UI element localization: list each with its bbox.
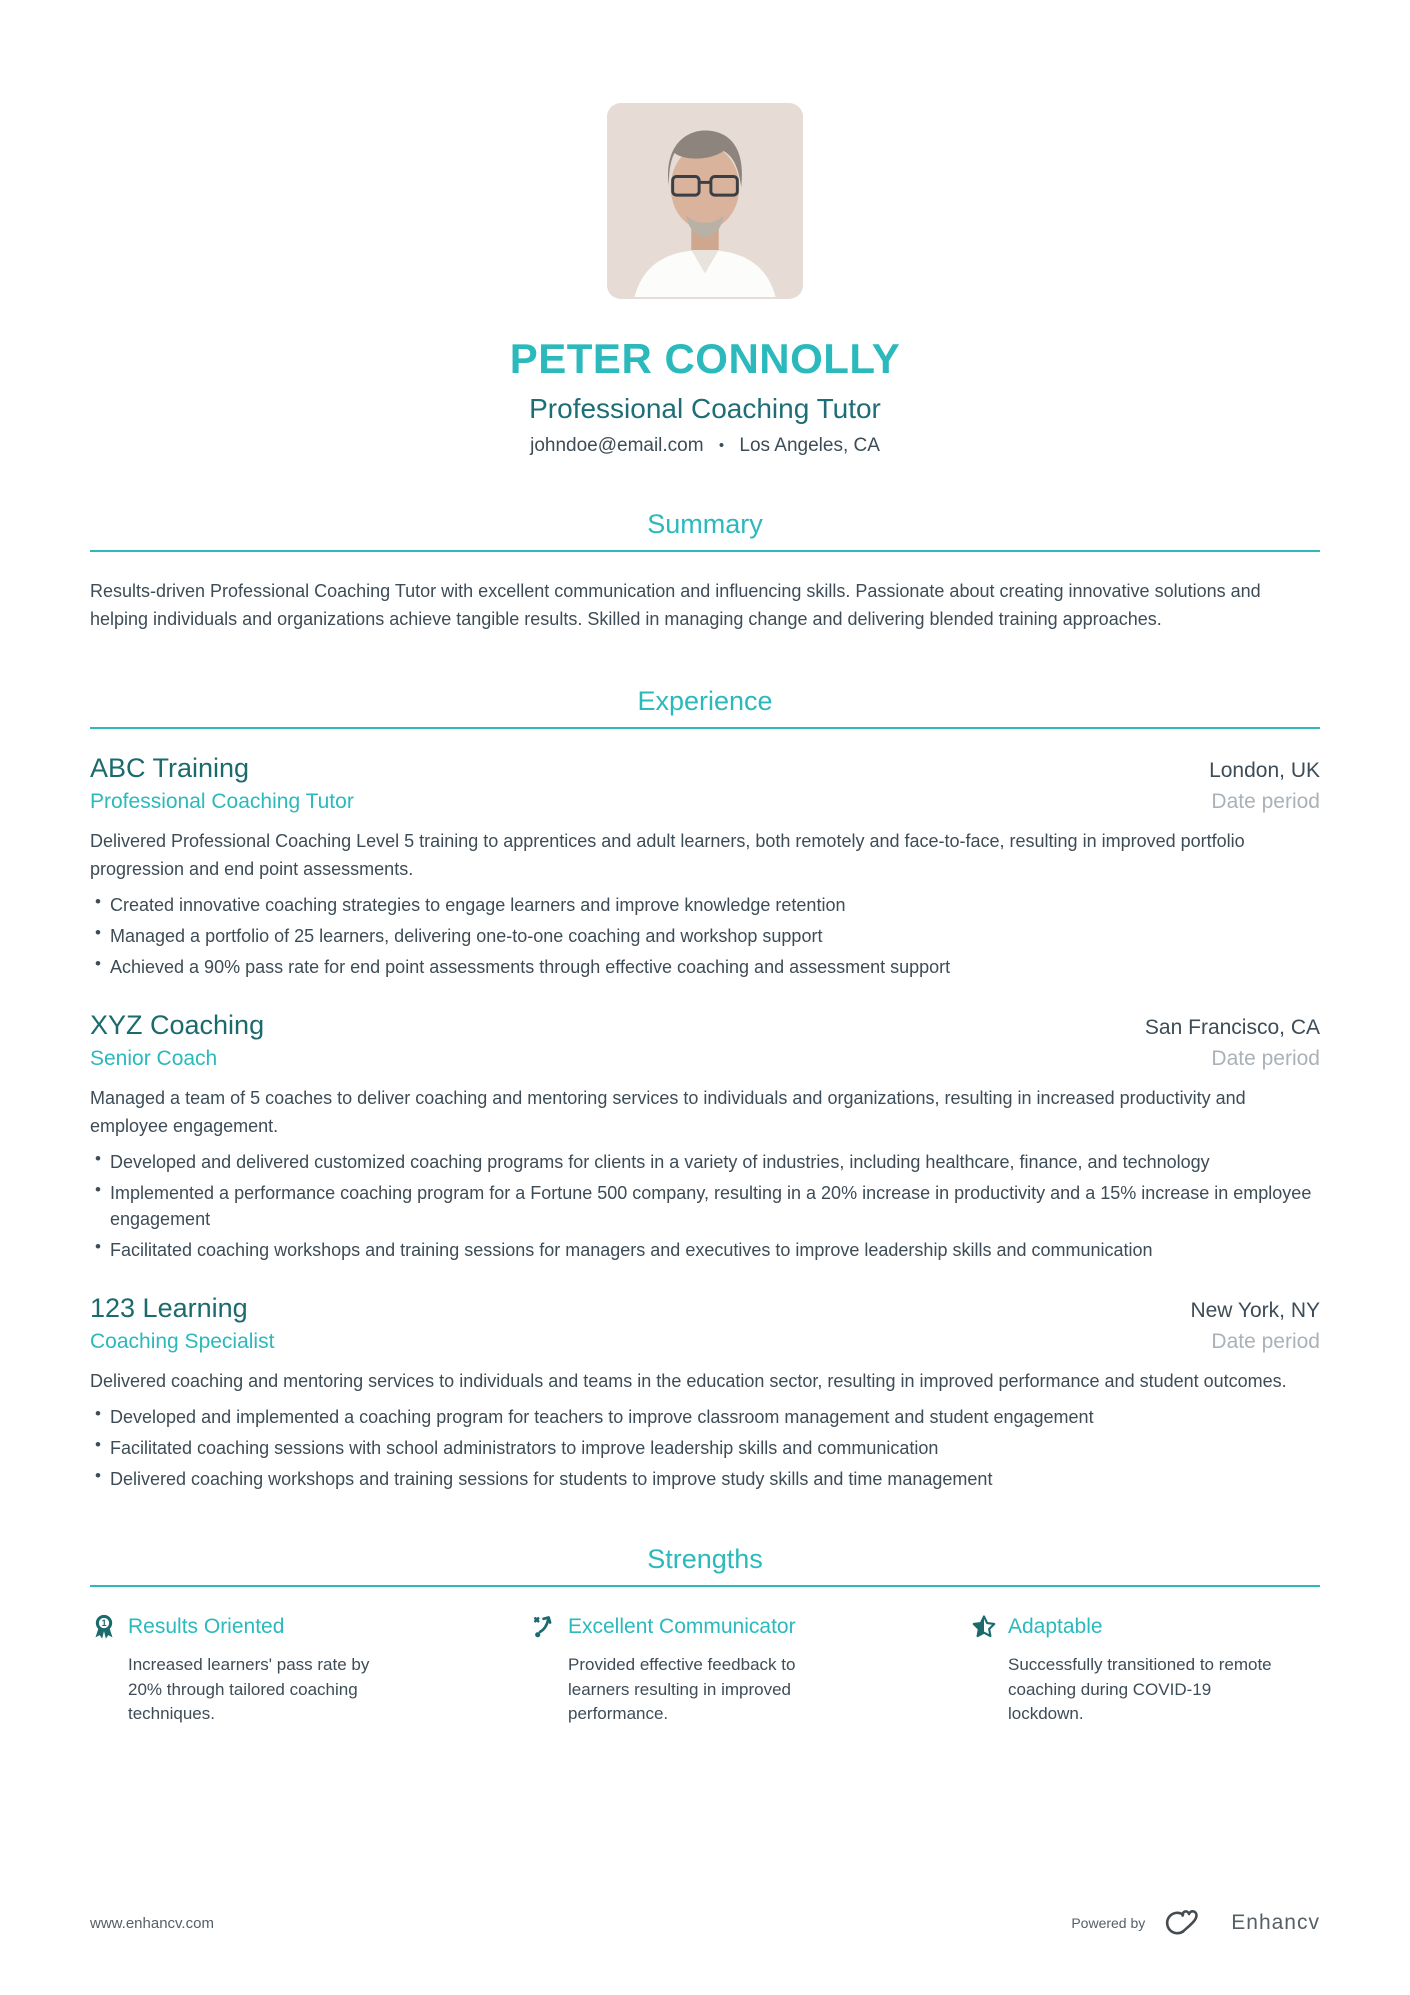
strengths-heading: Strengths [647,1544,763,1575]
experience-entry [90,1293,1320,1492]
resume-header [90,103,1320,457]
email-text: johndoe@email.com [530,435,704,456]
experience-heading: Experience [637,685,773,716]
strength-text: Successfully transitioned to remote coaching during COVID-19 lockdown. [1008,1655,1272,1724]
enhancv-logo-icon [1159,1906,1217,1940]
strength-title: Results Oriented [128,1615,285,1639]
summary-section [90,509,1320,634]
powered-by-label: Powered by [1071,1915,1146,1931]
section-divider [90,1585,1320,1587]
company-name: XYZ Coaching [90,1009,265,1040]
medal-icon [90,1613,118,1641]
company-name: ABC Training [90,752,250,783]
portrait-photo-illustration [607,103,803,299]
powered-by-link[interactable] [1071,1906,1320,1940]
job-bullet-list [90,1404,1320,1492]
strength-title: Adaptable [1008,1615,1103,1639]
job-description: Delivered coaching and mentoring services to individuals and teams in the education sector, resulting in improved performance and student outcomes. [90,1371,1287,1391]
experience-entry [90,1010,1320,1263]
job-location: New York, NY [1190,1299,1320,1322]
job-location: London, UK [1209,758,1320,782]
job-location: San Francisco, CA [1144,1015,1320,1039]
strengths-grid [90,1613,1320,1727]
profile-photo [607,103,803,299]
brand-name: Enhancv [1231,1911,1320,1934]
strengths-section [90,1544,1320,1727]
section-divider [90,550,1320,552]
job-description: Delivered Professional Coaching Level 5 training to apprentices and adult learners, both remotely and face-to-face, resulting in improved portfolio progression and end point assessments. [90,830,1245,879]
website-link[interactable]: www.enhancv.com [90,1914,214,1932]
experience-entry [90,753,1320,980]
job-role: Professional Coaching Tutor [90,789,354,813]
star-half-icon [970,1613,998,1641]
job-bullet: • Created innovative coaching strategies to engage learners and improve knowledge retention [90,892,1320,918]
job-role: Coaching Specialist [90,1330,275,1353]
svg-text:1: 1 [101,1618,107,1629]
job-bullet: • Managed a portfolio of 25 learners, delivering one-to-one coaching and workshop support [90,923,1320,949]
strength-item [970,1613,1320,1727]
strength-text: Provided effective feedback to learners resulting in improved performance. [568,1655,796,1724]
page-footer [90,1906,1320,1940]
strength-title: Excellent Communicator [568,1615,796,1639]
job-date-period: Date period [1211,1330,1320,1353]
summary-heading: Summary [647,509,763,539]
job-bullet-list [90,1149,1320,1263]
job-date-period: Date period [1211,1046,1320,1070]
summary-text: Results-driven Professional Coaching Tutor with excellent communication and influencing skills. Passionate about creating innovative solutions and helping individuals and organizations achieve tangible results. Skilled in managing change and delivering blended training approaches. [90,581,1261,629]
job-date-period: Date period [1211,789,1320,813]
location-text: Los Angeles, CA [739,435,880,456]
job-description: Managed a team of 5 coaches to deliver coaching and mentoring services to individuals and organizations, resulting in increased productivity and employee engagement. [90,1087,1246,1136]
section-divider [90,727,1320,729]
job-bullet: • Developed and delivered customized coaching programs for clients in a variety of industries, including healthcare, finance, and technology [90,1149,1320,1175]
job-role: Senior Coach [90,1046,218,1070]
person-title: Professional Coaching Tutor [529,393,881,424]
strength-item [530,1613,880,1727]
job-bullet: • Delivered coaching workshops and training sessions for students to improve study skills and time management [90,1466,1320,1492]
job-bullet: • Facilitated coaching sessions with school administrators to improve leadership skills and communication [90,1435,1320,1461]
job-bullet: • Implemented a performance coaching program for a Fortune 500 company, resulting in a 20% increase in productivity and a 15% increase in employee engagement [90,1180,1320,1232]
company-name: 123 Learning [90,1293,248,1323]
strength-text: Increased learners' pass rate by 20% through tailored coaching techniques. [128,1655,370,1724]
route-arrow-icon [530,1613,558,1641]
job-bullet: • Achieved a 90% pass rate for end point assessments through effective coaching and assessment support [90,954,1320,980]
job-bullet: • Developed and implemented a coaching program for teachers to improve classroom management and student engagement [90,1404,1320,1430]
strength-item [90,1613,440,1727]
contact-line [90,435,1320,457]
separator-dot: • [718,437,725,454]
person-name: PETER CONNOLLY [509,335,901,382]
experience-section [90,686,1320,1492]
job-bullet: • Facilitated coaching workshops and training sessions for managers and executives to improve leadership skills and communication [90,1237,1320,1263]
job-bullet-list [90,892,1320,980]
